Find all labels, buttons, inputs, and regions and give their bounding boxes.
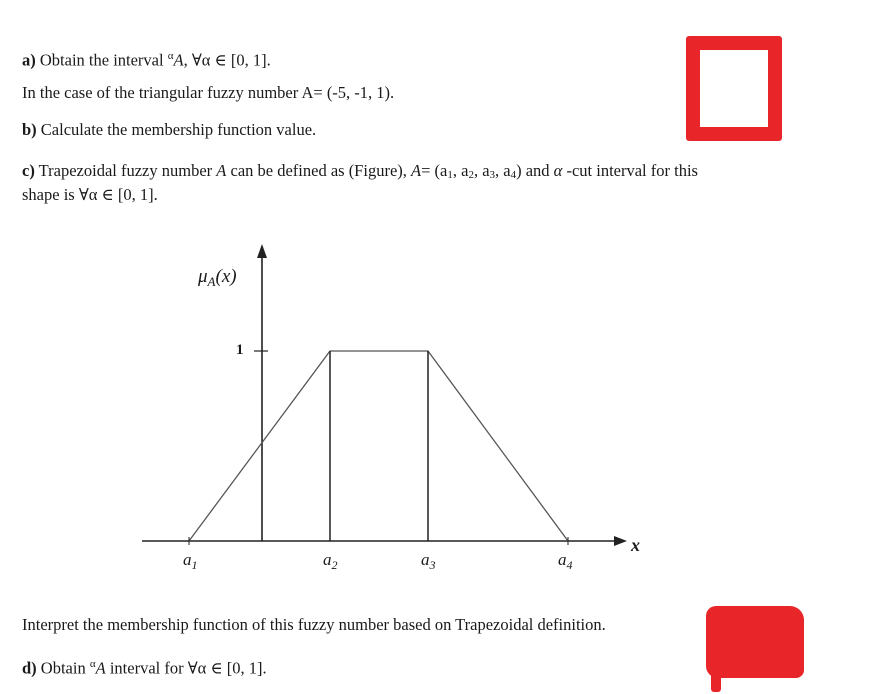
set-name: A [95, 658, 106, 678]
y-axis-arrow [257, 244, 267, 258]
separator: , a [473, 161, 490, 180]
question-d-text-prefix: Obtain [40, 658, 90, 678]
question-d-text-suffix: interval for ∀α ∈ [0, 1]. [105, 658, 267, 678]
redaction-mark-bottom [706, 606, 804, 678]
point-label-a1 [183, 550, 198, 572]
question-c-label: c) [22, 161, 35, 180]
question-a-text-prefix: Obtain the interval [39, 50, 168, 70]
question-c-line2: shape is ∀α ∈ [0, 1]. [22, 185, 158, 204]
point-name: a [558, 550, 567, 569]
question-c-text4: ) and [516, 161, 554, 180]
separator: , a [495, 161, 511, 180]
interpret-text: Interpret the membership function of this fuzzy number based on Trapezoidal definition. [22, 615, 606, 634]
question-a-label: a) [22, 50, 36, 70]
question-c-text3: = (a [421, 161, 448, 180]
question-d [22, 653, 267, 680]
point-name: a [421, 550, 430, 569]
point-sub: 1 [191, 558, 198, 572]
triangular-case-text: In the case of the triangular fuzzy number A= (-5, -1, 1). [22, 83, 395, 102]
point-sub: 2 [331, 558, 338, 572]
alpha-superscript: α [89, 658, 96, 670]
set-name: A [216, 161, 227, 180]
set-name: A [173, 50, 184, 70]
question-c-text1: Trapezoidal fuzzy number [38, 161, 217, 180]
point-label-a3 [421, 550, 436, 572]
point-sub: 4 [566, 558, 573, 572]
y-tick-label: 1 [236, 342, 244, 358]
subscript: 4 [510, 169, 517, 181]
question-c-text2: can be defined as (Figure), [226, 161, 412, 180]
question-d-label: d) [22, 658, 37, 678]
question-b-text: Calculate the membership function value. [40, 120, 317, 139]
point-label-a4 [558, 550, 573, 572]
subscript: 1 [447, 169, 453, 181]
point-sub: 3 [429, 558, 436, 572]
separator: , a [452, 161, 469, 180]
trapezoid-membership-line [189, 351, 568, 541]
alpha-superscript: α [167, 50, 174, 62]
question-c-text5: -cut interval for this [562, 161, 698, 180]
subscript: 3 [489, 169, 496, 181]
x-axis-label: x [631, 535, 640, 555]
x-axis-arrow [614, 536, 627, 546]
question-b-label: b) [22, 120, 37, 139]
point-name: a [323, 550, 332, 569]
alpha-symbol: α [553, 161, 563, 180]
redaction-mark-bottom-tail [711, 668, 721, 692]
redaction-mark-top [686, 36, 782, 141]
point-name: a [183, 550, 192, 569]
question-a-text-suffix: , ∀α ∈ [0, 1]. [183, 50, 271, 70]
mu-argument: (x) [215, 266, 237, 287]
mu-symbol: μ [198, 266, 208, 287]
y-axis-label [197, 266, 237, 289]
set-name: A [411, 161, 422, 180]
mu-subscript: A [207, 274, 216, 289]
point-label-a2 [323, 550, 338, 572]
subscript: 2 [468, 169, 474, 181]
